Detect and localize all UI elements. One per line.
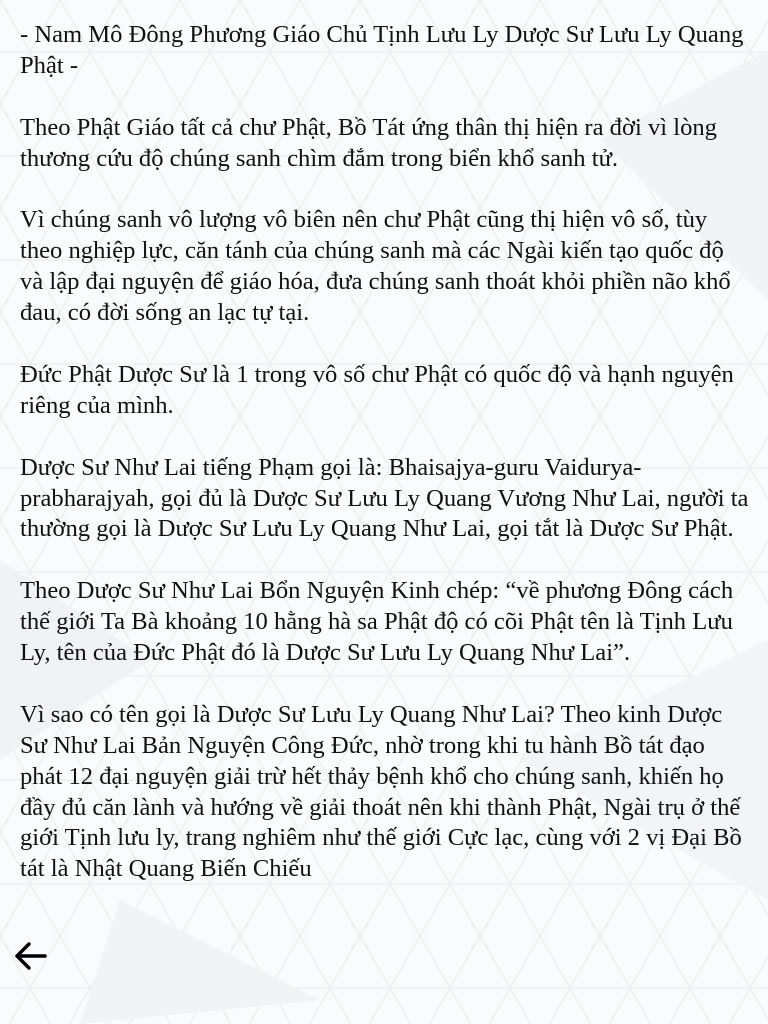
paragraph: Vì sao có tên gọi là Dược Sư Lưu Ly Quang Như Lai? Theo kinh Dược Sư Như Lai Bản Nguyện Công Đức, nhờ trong khi tu hành Bồ tát đạo phát 12 đại nguyện giải trừ hết thảy bệnh khổ cho chúng sanh, khiến họ đầy đủ căn lành và hướng về giải thoát nên khi thành Phật, Ngài trụ ở thế giới Tịnh lưu ly, trang nghiêm như thế giới Cực lạc, cùng với 2 vị Đại Bồ tát là Nhật Quang Biến Chiếu bbox=[20, 700, 742, 883]
article-text bbox=[20, 20, 750, 916]
paragraph-title: - Nam Mô Đông Phương Giáo Chủ Tịnh Lưu Ly Dược Sư Lưu Ly Quang Phật - bbox=[20, 21, 744, 79]
arrow-left-icon bbox=[12, 941, 48, 971]
paragraph: Dược Sư Như Lai tiếng Phạm gọi là: Bhaisajya-guru Vaidurya-prabharajyah, gọi đủ là Dược Sư Lưu Ly Quang Vương Như Lai, người ta thường gọi là Dược Sư Lưu Ly Quang Như Lai, gọi tắt là Dược Sư Phật. bbox=[20, 453, 749, 543]
paragraph: Đức Phật Dược Sư là 1 trong vô số chư Phật có quốc độ và hạnh nguyện riêng của mình. bbox=[20, 360, 734, 419]
back-button[interactable] bbox=[10, 938, 50, 974]
paragraph: Theo Phật Giáo tất cả chư Phật, Bồ Tát ứng thân thị hiện ra đời vì lòng thương cứu độ chúng sanh chìm đắm trong biển khổ sanh tử. bbox=[20, 113, 717, 172]
paragraph: Vì chúng sanh vô lượng vô biên nên chư Phật cũng thị hiện vô số, tùy theo nghiệp lực, căn tánh của chúng sanh mà các Ngài kiến tạo quốc độ và lập đại nguyện để giáo hóa, đưa chúng sanh thoát khỏi phiền não khổ đau, có đời sống an lạc tự tại. bbox=[20, 206, 731, 327]
paragraph: Theo Dược Sư Như Lai Bổn Nguyện Kinh chép: “về phương Đông cách thế giới Ta Bà khoảng 10 hằng hà sa Phật độ có cõi Phật tên là Tịnh Lưu Ly, tên của Đức Phật đó là Dược Sư Lưu Ly Quang Như Lai”. bbox=[20, 577, 734, 667]
